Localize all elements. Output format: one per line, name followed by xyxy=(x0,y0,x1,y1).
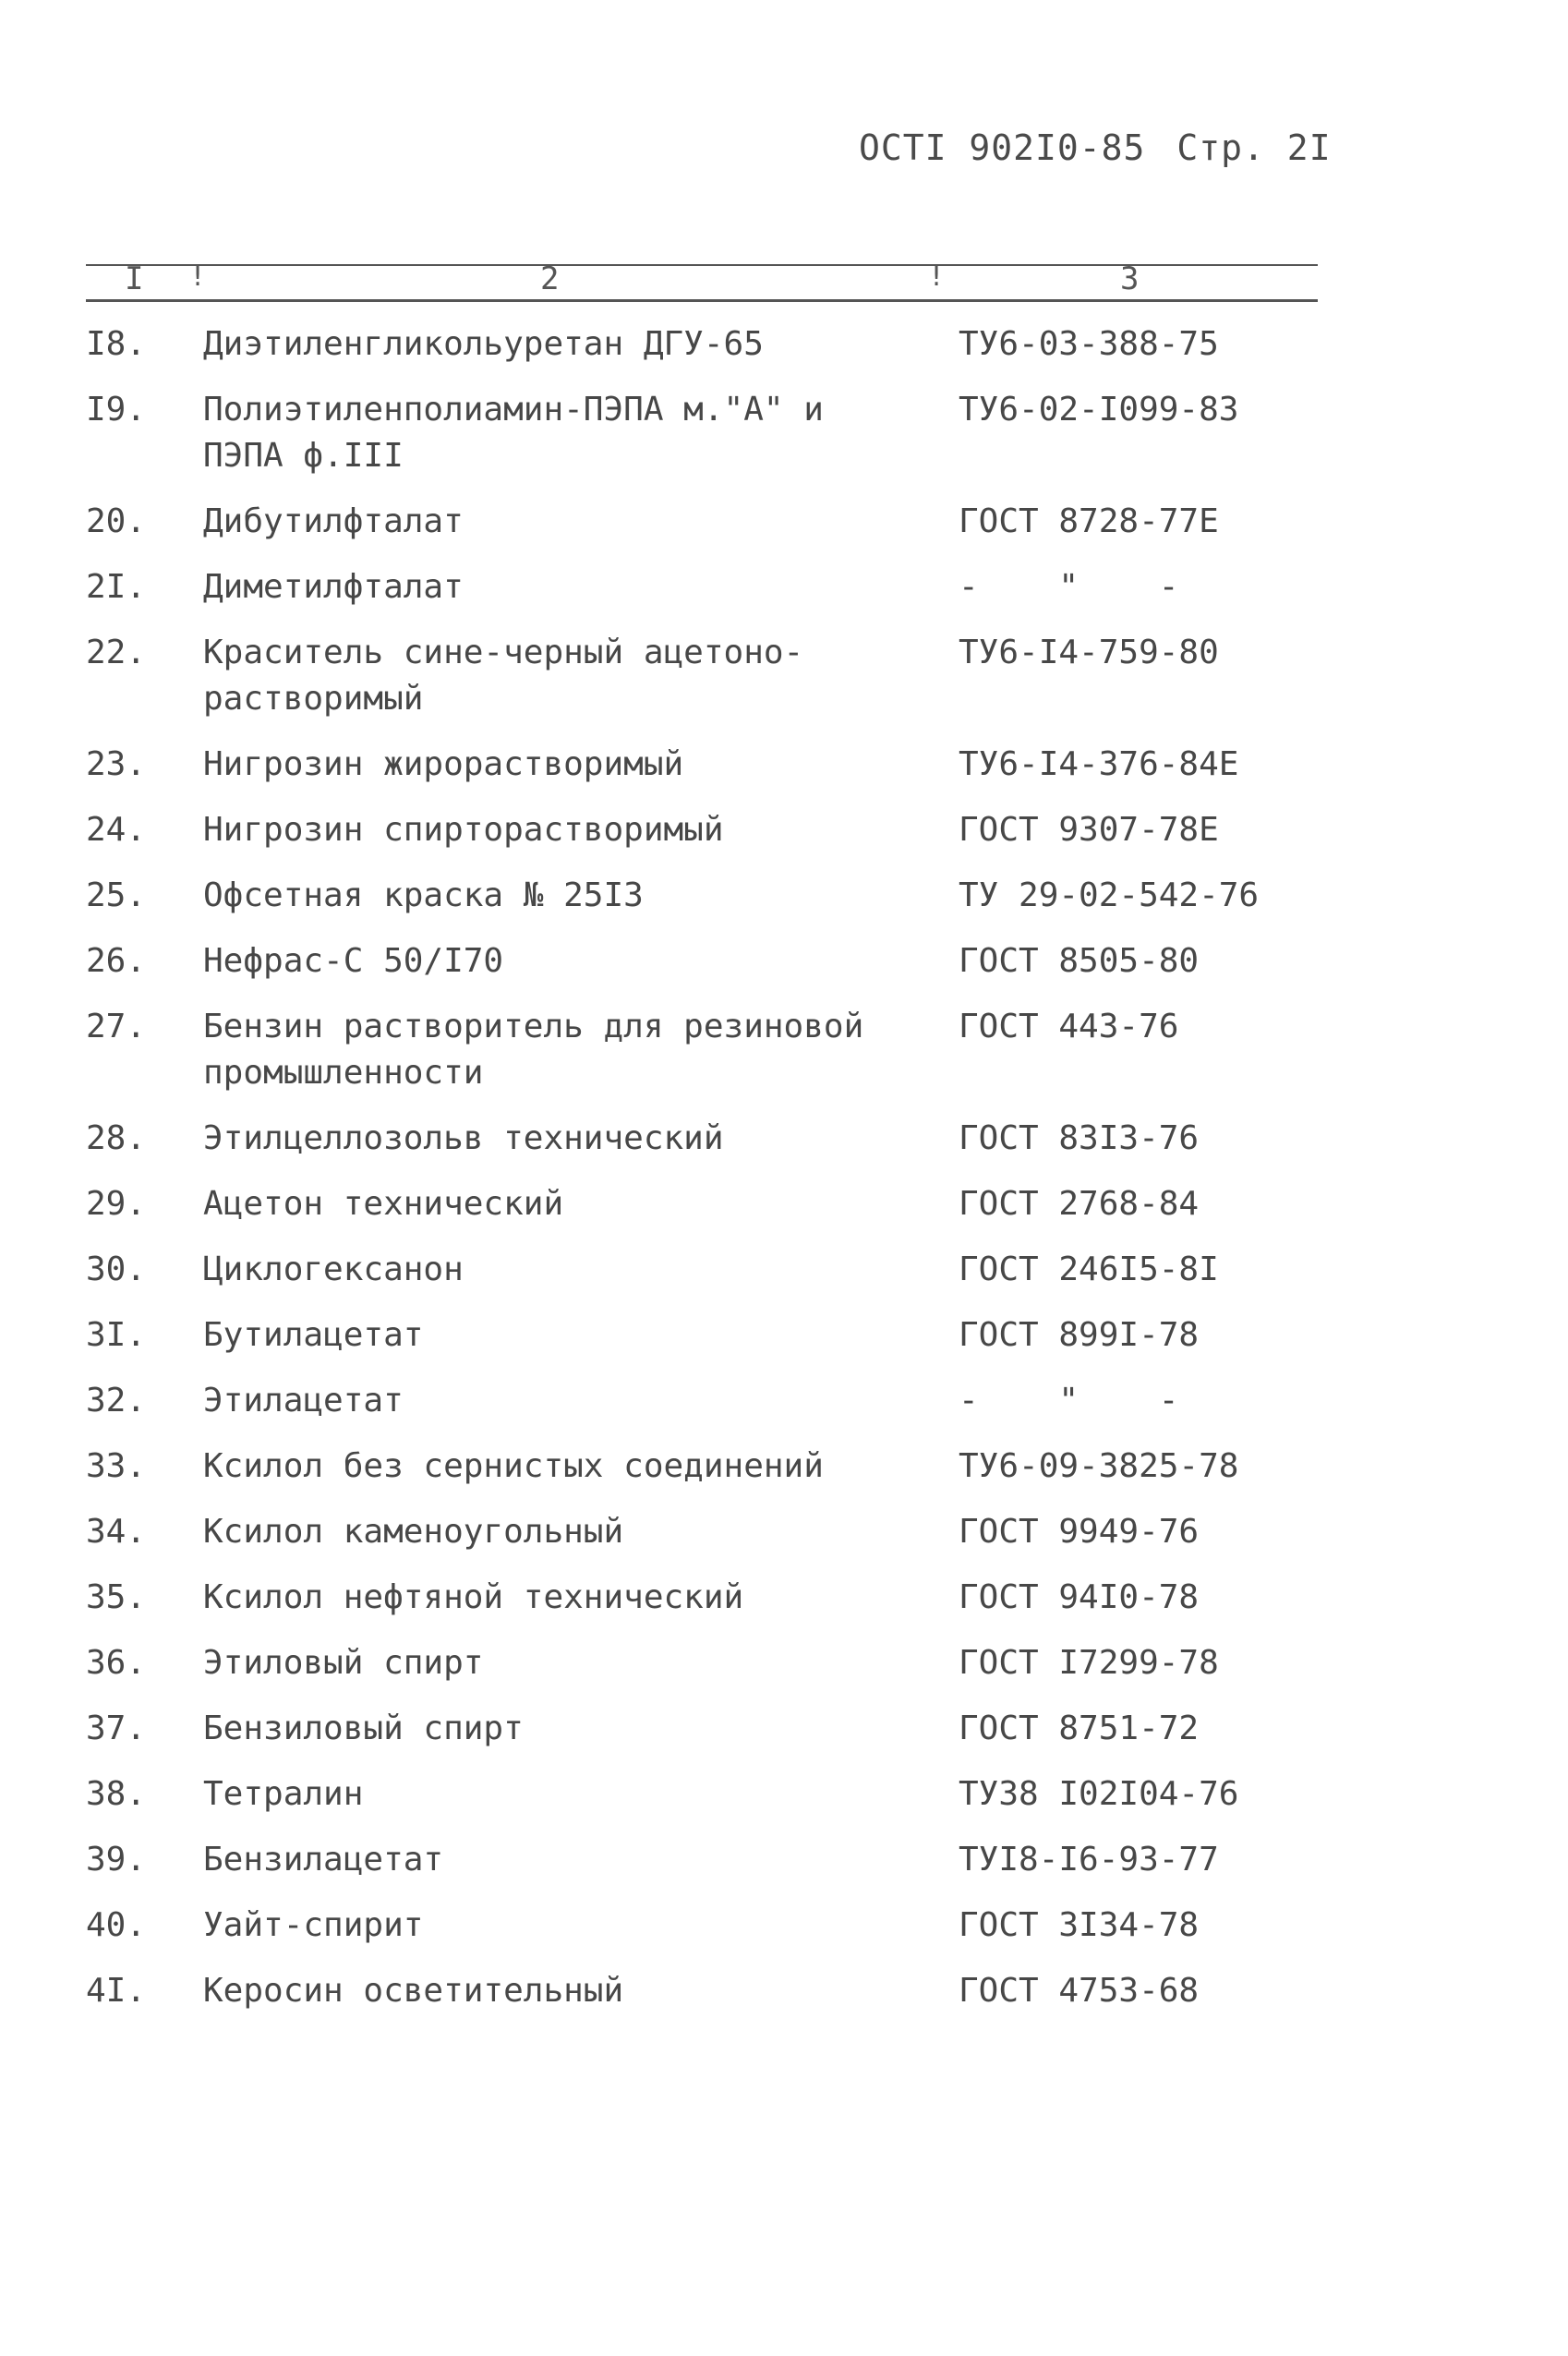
table-row xyxy=(0,564,1568,610)
standard-reference: ТУI8-I6-93-77 xyxy=(959,1841,1219,1879)
table-row xyxy=(0,1116,1568,1162)
table-row xyxy=(0,321,1568,368)
materials-table xyxy=(0,321,1568,2034)
material-name: Диметилфталат xyxy=(203,568,464,606)
material-name: Ксилол без сернистых соединений xyxy=(203,1447,824,1485)
standard-reference: ТУ6-02-I099-83 xyxy=(959,391,1239,429)
row-number: 30. xyxy=(86,1250,147,1288)
row-number: 20. xyxy=(86,502,147,540)
row-number: 26. xyxy=(86,942,147,980)
row-number: 32. xyxy=(86,1382,147,1420)
material-name: Диэтиленгликольуретан ДГУ-65 xyxy=(203,325,764,363)
material-name: Ксилол нефтяной технический xyxy=(203,1578,744,1616)
table-row xyxy=(0,499,1568,545)
standard-reference: ГОСТ I7299-78 xyxy=(959,1644,1219,1682)
column-number-2: 2 xyxy=(540,260,560,297)
row-number: 22. xyxy=(86,634,147,671)
standard-reference: ГОСТ 246I5-8I xyxy=(959,1250,1219,1288)
material-name: Ксилол каменоугольный xyxy=(203,1513,624,1551)
standard-reference: ГОСТ 2768-84 xyxy=(959,1185,1200,1223)
table-row xyxy=(0,807,1568,853)
standard-reference: ТУ 29-02-542-76 xyxy=(959,876,1260,914)
standard-reference: ГОСТ 8751-72 xyxy=(959,1710,1200,1747)
material-name: Этилцеллозольв технический xyxy=(203,1119,724,1157)
material-name: Полиэтиленполиамин-ПЭПА м."А" и ПЭПА ф.III xyxy=(203,391,824,475)
row-number: 36. xyxy=(86,1644,147,1682)
standard-reference: ГОСТ 3I34-78 xyxy=(959,1906,1200,1944)
page-number: Стр. 2I xyxy=(1176,127,1332,168)
standard-reference: ГОСТ 8505-80 xyxy=(959,942,1200,980)
standard-reference: ТУ6-I4-759-80 xyxy=(959,634,1219,671)
material-name: Краситель сине-черный ацетоно- растворимый xyxy=(203,634,804,718)
table-row xyxy=(0,1004,1568,1096)
row-number: 25. xyxy=(86,876,147,914)
material-name: Тетралин xyxy=(203,1775,364,1813)
material-name: Бутилацетат xyxy=(203,1316,424,1354)
standard-reference: ГОСТ 9307-78Е xyxy=(959,811,1219,849)
material-name: Циклогексанон xyxy=(203,1250,464,1288)
standard-reference: ТУ6-03-388-75 xyxy=(959,325,1219,363)
table-row xyxy=(0,630,1568,722)
material-name: Бензилацетат xyxy=(203,1841,444,1879)
table-row xyxy=(0,1771,1568,1818)
standard-reference: ГОСТ 899I-78 xyxy=(959,1316,1200,1354)
row-number: 24. xyxy=(86,811,147,849)
header-bottom-rule xyxy=(86,299,1318,302)
table-row xyxy=(0,1640,1568,1686)
standard-reference: ГОСТ 4753-68 xyxy=(959,1972,1200,2010)
table-row xyxy=(0,1903,1568,1949)
row-number: 35. xyxy=(86,1578,147,1616)
table-row xyxy=(0,1706,1568,1752)
row-number: I8. xyxy=(86,325,147,363)
document-code: ОСТI 902I0-85 xyxy=(859,127,1146,168)
table-row xyxy=(0,1444,1568,1490)
row-number: 34. xyxy=(86,1513,147,1551)
table-row xyxy=(0,742,1568,788)
row-number: 38. xyxy=(86,1775,147,1813)
material-name: Офсетная краска № 25I3 xyxy=(203,876,644,914)
material-name: Керосин осветительный xyxy=(203,1972,624,2010)
table-column-header xyxy=(86,260,1318,305)
row-number: 29. xyxy=(86,1185,147,1223)
row-number: I9. xyxy=(86,391,147,429)
table-row xyxy=(0,1837,1568,1883)
standard-reference: ГОСТ 83I3-76 xyxy=(959,1119,1200,1157)
material-name: Уайт-спирит xyxy=(203,1906,424,1944)
standard-reference: ГОСТ 9949-76 xyxy=(959,1513,1200,1551)
row-number: 27. xyxy=(86,1008,147,1045)
material-name: Ацетон технический xyxy=(203,1185,564,1223)
material-name: Нефрас-С 50/I70 xyxy=(203,942,504,980)
material-name: Этиловый спирт xyxy=(203,1644,484,1682)
column-number-3: 3 xyxy=(1120,260,1140,297)
table-row xyxy=(0,1968,1568,2014)
standard-reference: ГОСТ 8728-77Е xyxy=(959,502,1219,540)
material-name: Нигрозин спирторастворимый xyxy=(203,811,724,849)
table-row xyxy=(0,873,1568,919)
table-row xyxy=(0,938,1568,985)
standard-reference: ГОСТ 443-76 xyxy=(959,1008,1179,1045)
material-name: Бензиловый спирт xyxy=(203,1710,524,1747)
table-row xyxy=(0,387,1568,479)
row-number: 33. xyxy=(86,1447,147,1485)
column-separator: ! xyxy=(189,260,207,293)
table-row xyxy=(0,1247,1568,1293)
row-number: 4I. xyxy=(86,1972,147,2010)
row-number: 3I. xyxy=(86,1316,147,1354)
standard-reference: ГОСТ 94I0-78 xyxy=(959,1578,1200,1616)
column-separator: ! xyxy=(928,260,946,293)
material-name: Этилацетат xyxy=(203,1382,404,1420)
material-name: Нигрозин жирорастворимый xyxy=(203,745,684,783)
row-number: 28. xyxy=(86,1119,147,1157)
table-row xyxy=(0,1575,1568,1621)
row-number: 40. xyxy=(86,1906,147,1944)
standard-reference: - " - xyxy=(959,1382,1179,1420)
standard-reference: ТУ38 I02I04-76 xyxy=(959,1775,1239,1813)
standard-reference: ТУ6-09-3825-78 xyxy=(959,1447,1239,1485)
row-number: 2I. xyxy=(86,568,147,606)
page-header xyxy=(859,127,1332,168)
row-number: 37. xyxy=(86,1710,147,1747)
table-row xyxy=(0,1181,1568,1227)
table-row xyxy=(0,1312,1568,1359)
row-number: 39. xyxy=(86,1841,147,1879)
table-row xyxy=(0,1378,1568,1424)
standard-reference: - " - xyxy=(959,568,1179,606)
material-name: Дибутилфталат xyxy=(203,502,464,540)
table-row xyxy=(0,1509,1568,1555)
row-number: 23. xyxy=(86,745,147,783)
column-number-1: I xyxy=(125,260,144,297)
material-name: Бензин растворитель для резиновой промышленности xyxy=(203,1008,864,1092)
standard-reference: ТУ6-I4-376-84Е xyxy=(959,745,1239,783)
